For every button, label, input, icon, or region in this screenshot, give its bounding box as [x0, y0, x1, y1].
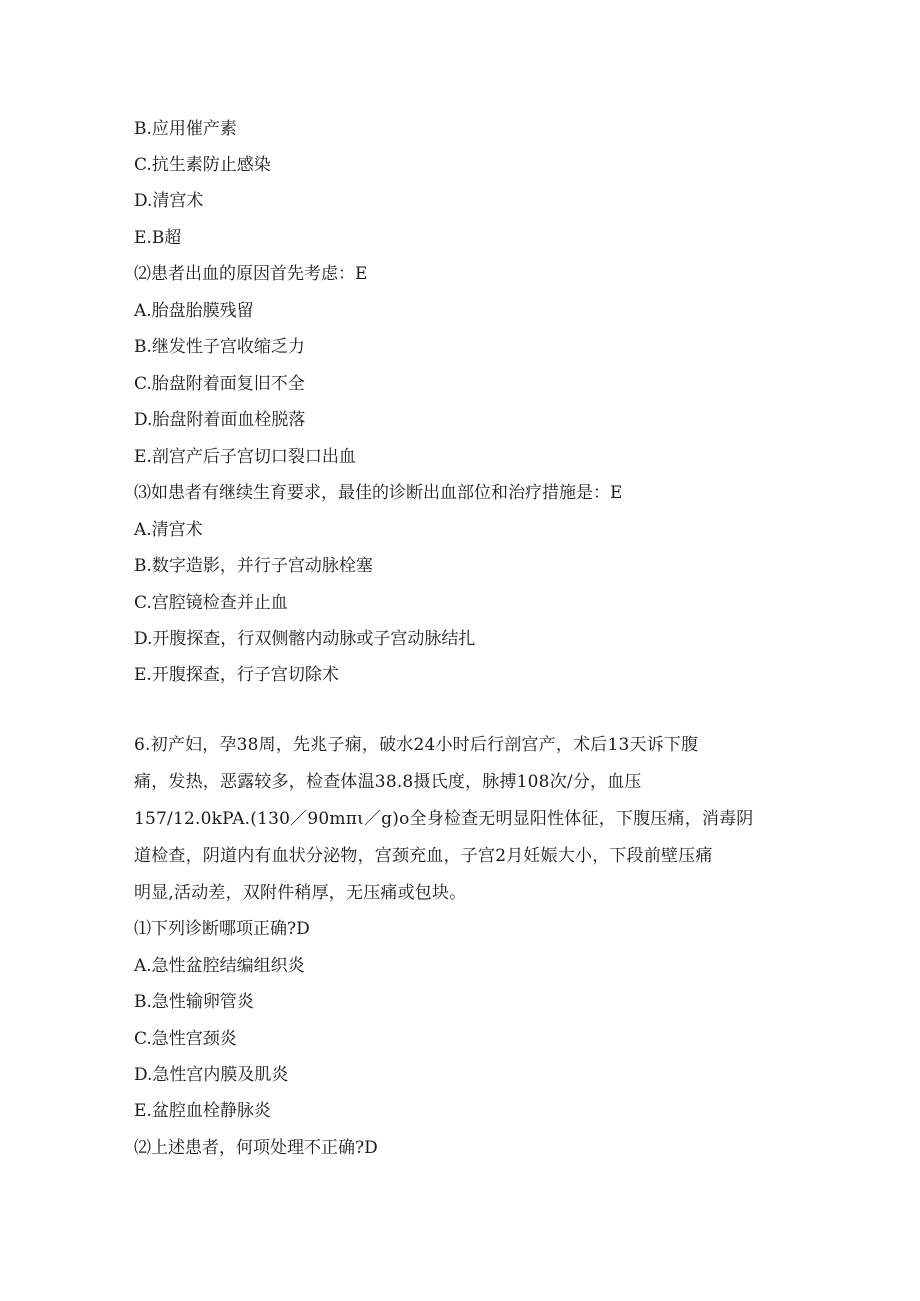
case-6-description [134, 727, 784, 912]
case-6-line: 道检查，阴道内有血状分泌物，宫颈充血，子宫2月妊娠大小，下段前壁压痛 [134, 846, 713, 866]
option-e-ultrasound: E.B超 [134, 228, 182, 248]
case-6-line: 明显,活动差，双附件稍厚，无压痛或包块。 [134, 883, 467, 903]
q2-option-e: E.剖宫产后子宫切口裂口出血 [134, 447, 356, 467]
q3-option-a: A.清宫术 [134, 520, 203, 540]
case6-question-2-stem: ⑵上述患者，何项处理不正确?D [134, 1138, 378, 1158]
option-b-oxytocin: B.应用催产素 [134, 119, 237, 139]
case-6-line: 6.初产妇，孕38周，先兆子痫，破水24小时后行剖宫产，术后13天诉下腹 [134, 735, 699, 755]
q3-option-c: C.宫腔镜检查并止血 [134, 593, 288, 613]
case6-q1-option-c: C.急性宫颈炎 [134, 1029, 237, 1049]
case-6-line: 痛，发热，恶露较多，检查体温38.8摄氏度，脉搏108次/分，血压 [134, 772, 642, 792]
q3-option-e: E.开腹探查，行子宫切除术 [134, 665, 339, 685]
q2-option-d: D.胎盘附着面血栓脱落 [134, 410, 306, 430]
q3-option-d: D.开腹探查，行双侧髂内动脉或子宫动脉结扎 [134, 629, 476, 649]
q3-option-b: B.数字造影，并行子宫动脉栓塞 [134, 556, 373, 576]
q2-option-b: B.继发性子宫收缩乏力 [134, 337, 305, 357]
q2-option-a: A.胎盘胎膜残留 [134, 301, 254, 321]
question-3-stem: ⑶如患者有继续生育要求，最佳的诊断出血部位和治疗措施是：E [134, 483, 623, 503]
case6-question-1-stem: ⑴下列诊断哪项正确?D [134, 919, 310, 939]
option-c-antibiotics: C.抗生素防止感染 [134, 155, 271, 175]
question-2-stem: ⑵患者出血的原因首先考虑：E [134, 264, 368, 284]
case6-q1-option-a: A.急性盆腔结编组织炎 [134, 956, 305, 976]
case6-q1-option-d: D.急性宫内膜及肌炎 [134, 1065, 289, 1085]
option-d-curettage: D.清宫术 [134, 191, 204, 211]
case-6-line: 157/12.0kPA.(130／90mπι／g)o全身检查无明显阳性体征，下腹压痛，消毒阴 [134, 809, 754, 829]
case6-q1-option-b: B.急性输卵管炎 [134, 992, 254, 1012]
case6-q1-option-e: E.盆腔血栓静脉炎 [134, 1101, 271, 1121]
q2-option-c: C.胎盘附着面复旧不全 [134, 374, 305, 394]
